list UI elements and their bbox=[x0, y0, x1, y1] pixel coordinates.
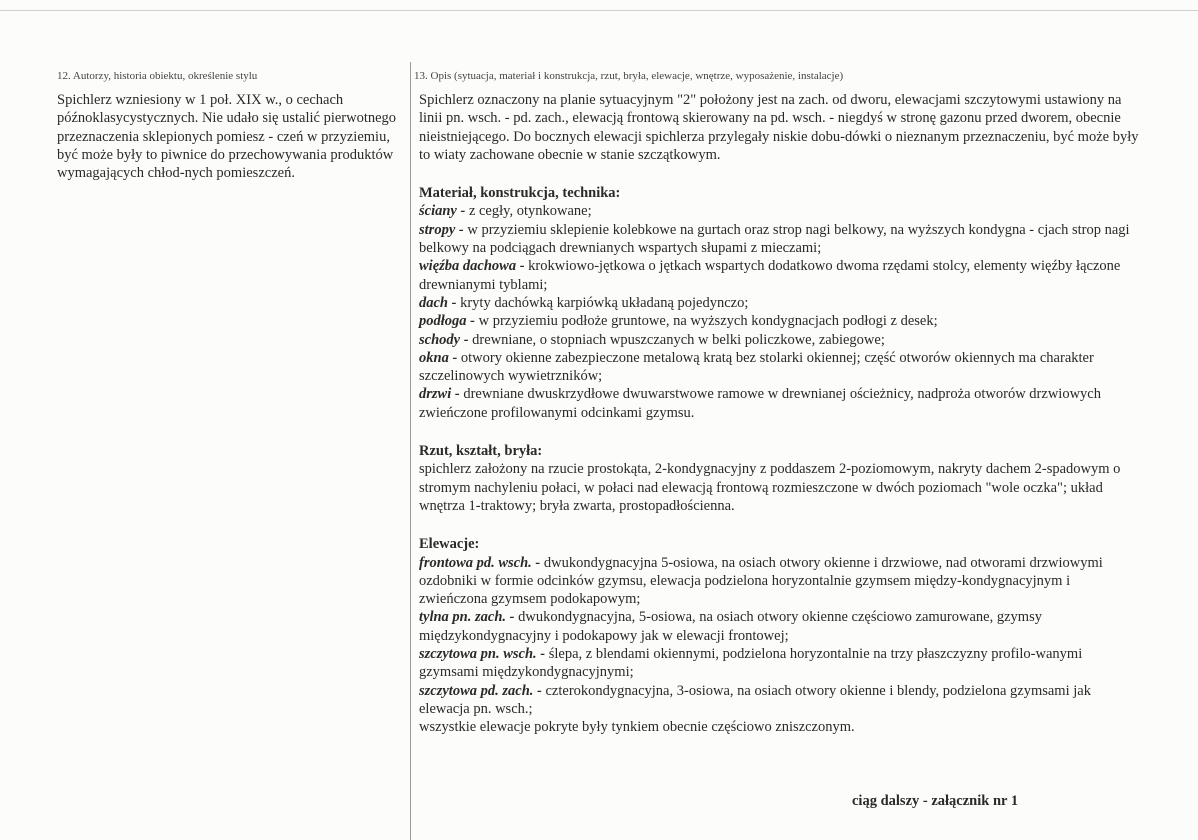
material-desc: drewniane dwuskrzydłowe dwuwarstwowe ramowe w drewnianej ościeżnicy, nadproża otworów drzwiowych zwieńczone profilowanymi odcinkami gzymsu. bbox=[419, 386, 1101, 421]
material-desc: otwory okienne zabezpieczone metalową kratą bez stolarki okiennej; część otworów okiennych ma charakter szczelinowych wywietrzników; bbox=[419, 349, 1094, 385]
elewacja-item bbox=[419, 682, 1142, 719]
rzut-text: spichlerz założony na rzucie prostokąta, 2-kondygnacyjny z poddaszem 2-poziomowym, nakryty dachem 2-spadowym o stromym nachyleniu połaci, w połaci nad elewacją frontową rozmieszczone w dwóch poziomach "wole oczka"; układ wnętrza 1-traktowy; bryła zwarta, prostopadłościenna. bbox=[419, 461, 1121, 514]
material-title: Materiał, konstrukcja, technika: bbox=[419, 185, 621, 202]
description-intro: Spichlerz oznaczony na planie sytuacyjnym "2" położony jest na zach. od dworu, elewacjami szczytowymi ustawiony na linii pn. wsch. - pd. zach., elewacją frontową skierowany na pd. wsch. - niegdyś w stronę gazonu przed dworem, obecnie nieistniejącego. Do bocznych elewacji spichlerza przylegały niskie dobu-dówki o nieznanym przeznaczeniu, być może były to wiaty zachowane obecnie w stanie szczątkowym. bbox=[419, 92, 1139, 163]
material-term: okna - bbox=[419, 349, 458, 366]
material-term: drzwi - bbox=[419, 386, 460, 403]
elewacja-item bbox=[419, 608, 1142, 645]
material-item bbox=[419, 349, 1142, 386]
section-12 bbox=[57, 70, 402, 182]
section-12-heading: 12. Autorzy, historia obiektu, określenie stylu bbox=[57, 70, 258, 82]
material-item bbox=[419, 312, 1142, 330]
material-term: dach - bbox=[419, 294, 457, 311]
section-12-text: Spichlerz wzniesiony w 1 poł. XIX w., o cechach późnoklasycystycznych. Nie udało się ustalić pierwotnego przeznaczenia sklepionych pomiesz - czeń w przyziemiu, być może były to piwnice do przechowywania produktów wymagających chłod-nych pomieszczeń. bbox=[57, 92, 397, 182]
elewacja-desc: dwukondygnacyjna, 5-osiowa, na osiach otwory okienne częściowo zamurowane, gzymsy międzykondygnacyjny i podokapowy jak w elewacji frontowej; bbox=[419, 609, 1042, 644]
rzut-title: Rzut, kształt, bryła: bbox=[419, 443, 543, 460]
elewacja-term: szczytowa pn. wsch. - bbox=[419, 646, 546, 663]
material-term: ściany - bbox=[419, 203, 466, 220]
material-desc: z cegły, otynkowane; bbox=[465, 203, 592, 220]
material-desc: w przyziemiu podłoże gruntowe, na wyższych kondygnacjach podłogi z desek; bbox=[474, 313, 938, 330]
elewacje-title: Elewacje: bbox=[419, 536, 480, 553]
elewacja-item bbox=[419, 554, 1142, 609]
section-13-heading: 13. Opis (sytuacja, materiał i konstrukcja, rzut, bryła, elewacje, wnętrze, wyposażenie, instalacje) bbox=[414, 70, 844, 82]
section-13 bbox=[414, 70, 1142, 737]
material-term: stropy - bbox=[419, 221, 464, 238]
material-term: schody - bbox=[419, 331, 469, 348]
material-term: więźba dachowa - bbox=[419, 258, 525, 275]
material-item bbox=[419, 221, 1142, 258]
top-rule bbox=[0, 10, 1198, 11]
material-item bbox=[419, 385, 1142, 422]
material-term: podłoga - bbox=[419, 313, 475, 330]
elewacja-term: frontowa pd. wsch. - bbox=[419, 554, 541, 571]
elewacje-closing: wszystkie elewacje pokryte były tynkiem obecnie częściowo zniszczonym. bbox=[419, 719, 855, 736]
elewacja-desc: ślepa, z blendami okiennymi, podzielona horyzontalnie na trzy płaszczyzny profilo-wanymi gzymsami międzykondygnacyjnymi; bbox=[419, 646, 1083, 681]
elewacja-desc: dwukondygnacyjna 5-osiowa, na osiach otwory okienne i drzwiowe, nad otworami drzwiowymi ozdobniki w formie odcinków gzymsu, elewacja podzielona horyzontalnie gzymsem między-kondygnacyjnym i zwieńczona gzymsem podokapowym; bbox=[419, 554, 1103, 608]
material-desc: w przyziemiu sklepienie kolebkowe na gurtach oraz strop nagi belkowy, na wyższych kondygna - cjach strop nagi belkowy na podciągach drewnianych wspartych słupami z mieczami; bbox=[419, 221, 1130, 257]
material-list bbox=[419, 202, 1142, 422]
material-desc: drewniane, o stopniach wpuszczanych w belki policzkowe, zabiegowe; bbox=[468, 331, 885, 348]
material-desc: kryty dachówką karpiówką układaną pojedynczo; bbox=[456, 294, 749, 311]
elewacje-list bbox=[419, 554, 1142, 737]
elewacja-desc: czterokondygnacyjna, 3-osiowa, na osiach otwory okienne i blendy, podzielona gzymsami jak elewacja pn. wsch.; bbox=[419, 682, 1091, 717]
continuation-note: ciąg dalszy - załącznik nr 1 bbox=[852, 793, 1019, 809]
material-item bbox=[419, 257, 1142, 294]
column-divider bbox=[410, 62, 411, 840]
elewacja-item bbox=[419, 645, 1142, 682]
elewacja-term: szczytowa pd. zach. - bbox=[419, 682, 542, 699]
elewacja-term: tylna pn. zach. - bbox=[419, 609, 515, 626]
material-item bbox=[419, 331, 1142, 349]
material-desc: krokwiowo-jętkowa o jętkach wspartych dodatkowo dwoma rzędami stolcy, elementy więźby łączone drewnianymi tyblami; bbox=[419, 258, 1121, 293]
material-item bbox=[419, 202, 1142, 220]
material-item bbox=[419, 294, 1142, 312]
